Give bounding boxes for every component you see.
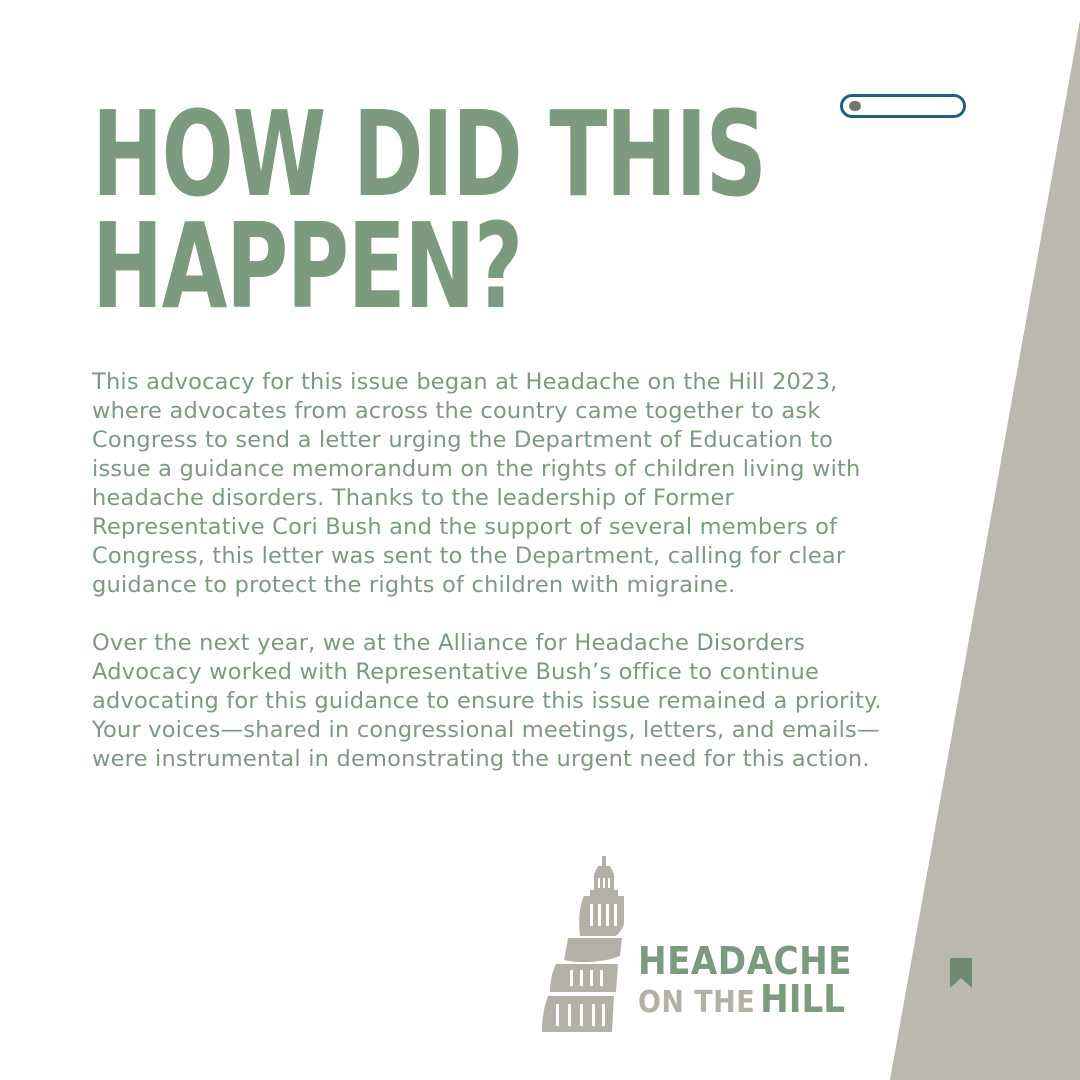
page-title xyxy=(92,85,766,335)
logo-word-headache: HEADACHE xyxy=(638,939,853,983)
title-line-1: HOW DID THIS xyxy=(92,85,766,223)
logo-wordmark xyxy=(638,939,853,1026)
body-text xyxy=(92,368,882,803)
title-line-2: HAPPEN? xyxy=(92,197,522,335)
paragraph-1: This advocacy for this issue began at Headache on the Hill 2023, where advocates from across the country came together to ask Congress to send a letter urging the Department of Education to issue a guidance memorandum on the rights of children living with headache disorders. Thanks to the leadership of Former Representative Cori Bush and the support of several members of Congress, this letter was sent to the Department, calling for clear guidance to protect the rights of children with migraine. xyxy=(92,369,861,598)
progress-fill xyxy=(849,101,861,111)
progress-indicator xyxy=(840,94,966,118)
paragraph-2: Over the next year, we at the Alliance for Headache Disorders Advocacy worked with Representative Bush’s office to continue advocating for this guidance to ensure this issue remained a priority. Your voices—shared in congressional meetings, letters, and emails—were instrumental in demonstrating the urgent need for this action. xyxy=(92,630,882,772)
capitol-dome-icon xyxy=(540,852,630,1036)
logo-word-hill: HILL xyxy=(760,977,846,1021)
bookmark-icon[interactable] xyxy=(950,958,972,988)
logo-word-on-the: ON THE xyxy=(638,985,756,1020)
